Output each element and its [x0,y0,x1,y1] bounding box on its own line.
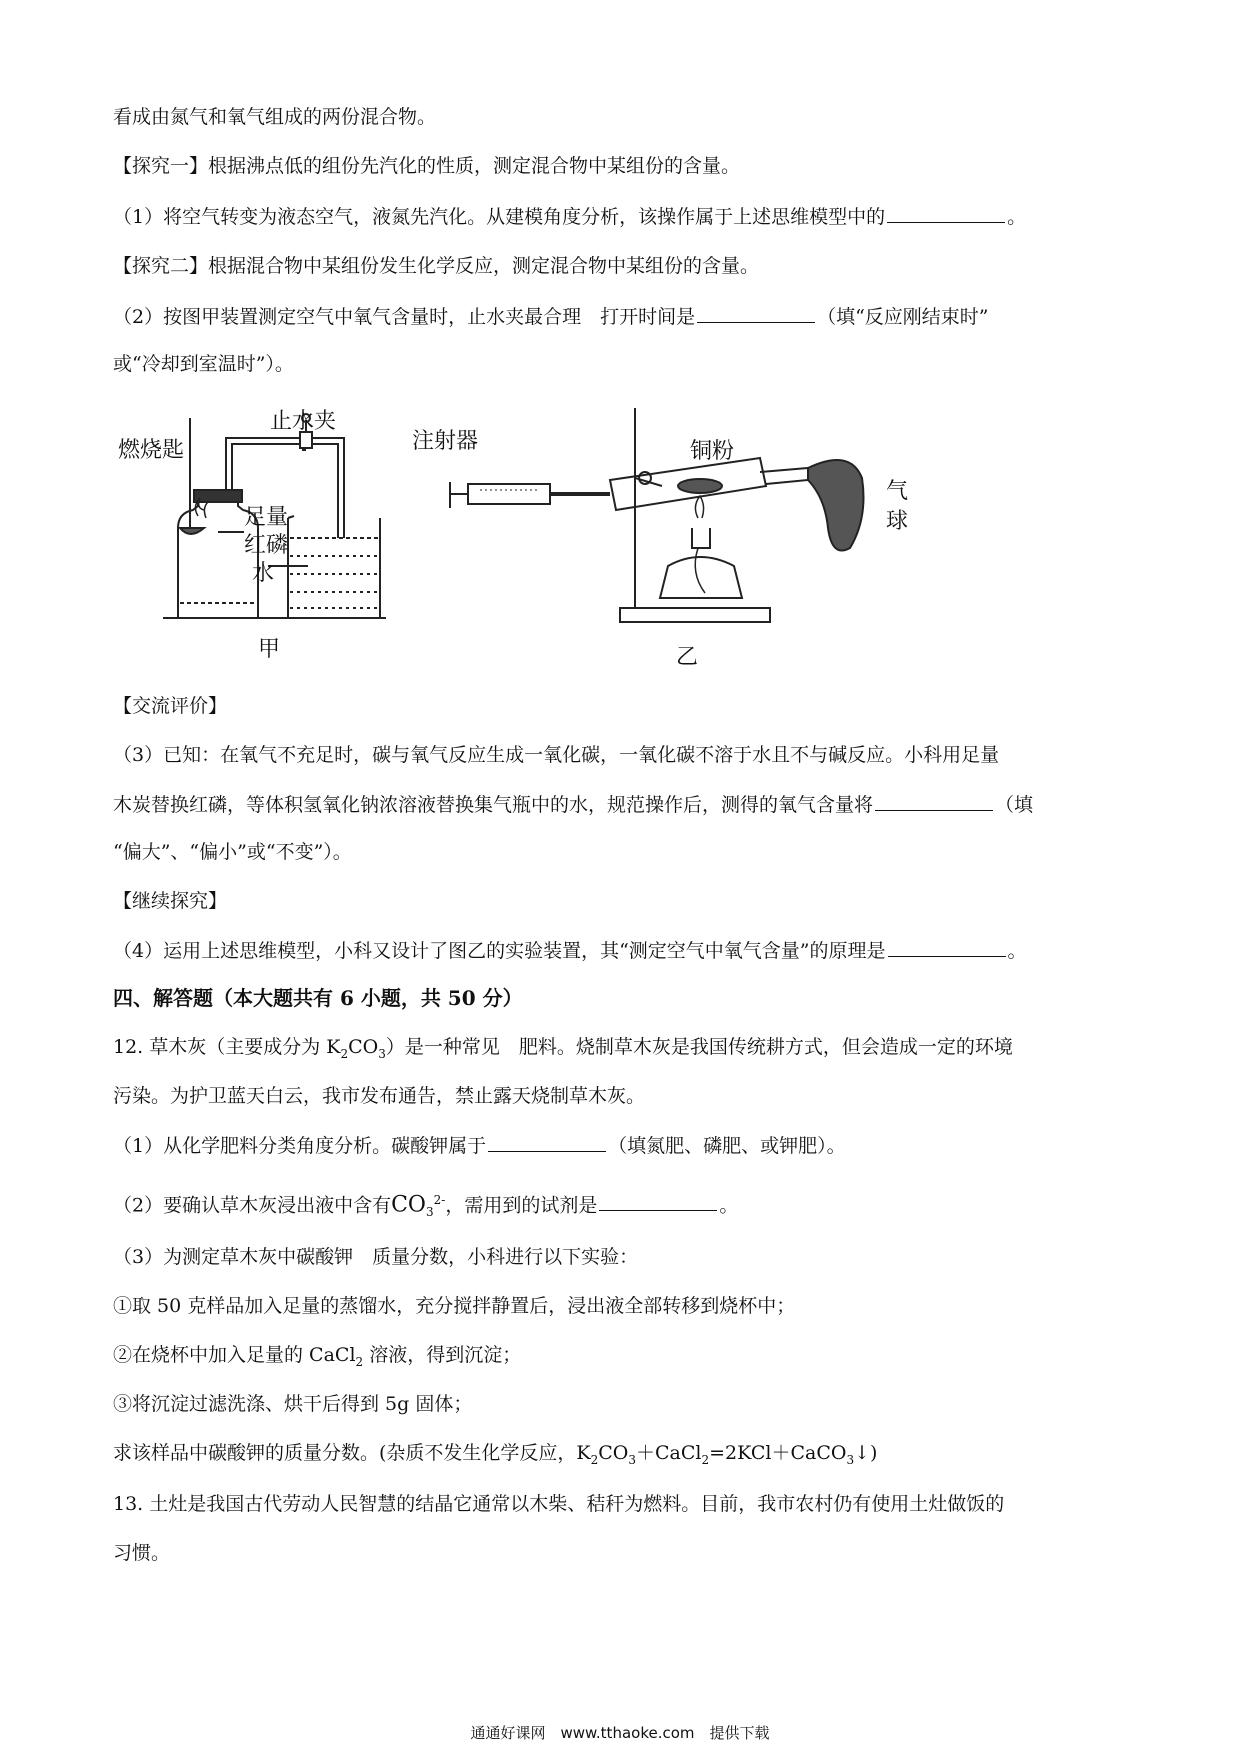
answer-blank[interactable] [697,302,815,323]
question-line [113,202,1026,231]
answer-blank[interactable] [887,202,1005,223]
superscript: 2- [433,1193,446,1207]
figure-caption-jia: 甲 [258,637,281,662]
text-line: 【探究一】根据沸点低的组份先汽化的性质，测定混合物中某组份的含量。 [113,155,741,177]
section-title: 四、解答题（本大题共有 6 小题，共 50 分） [113,986,523,1010]
text: ＋CaCl [636,1442,702,1464]
text-line: 污染。为护卫蓝天白云，我市发布通告，禁止露天烧制草木灰。 [113,1085,646,1107]
text: CO [598,1442,629,1464]
text: （1）从化学肥料分类角度分析。碳酸钾属于 [113,1135,487,1157]
text-line: 看成由氮气和氧气组成的两份混合物。 [113,106,437,128]
answer-blank[interactable] [875,790,993,811]
text: ②在烧杯中加入足量的 CaCl [113,1344,356,1366]
answer-blank[interactable] [599,1190,717,1211]
section-heading: 【交流评价】 [113,695,228,717]
text: 12. 草木灰（主要成分为 K [113,1036,341,1058]
subscript: 3 [846,1452,855,1467]
answer-blank[interactable] [488,1131,606,1152]
balloon-label-1: 气 [886,479,909,504]
phosphorus-label-1: 足量 [244,505,289,530]
section-heading: 【继续探究】 [113,890,228,912]
question-line [113,302,989,331]
text-line: 【探究二】根据混合物中某组份发生化学反应，测定混合物中某组份的含量。 [113,255,760,277]
formula: CO [391,1192,426,1218]
text-line: 习惯。 [113,1542,171,1564]
text-line: “偏大”、“偏小”或“不变”）。 [113,841,352,863]
text: （填氮肥、磷肥、或钾肥）。 [608,1135,846,1157]
text: CO [348,1036,379,1058]
text: （1）将空气转变为液态空气，液氮先汽化。从建模角度分析，该操作属于上述思维模型中的 [113,206,886,228]
subscript: 3 [425,1205,434,1220]
text-line: 或“冷却到室温时”）。 [113,353,294,375]
subscript: 2 [355,1354,364,1369]
question-line [113,1341,521,1376]
apparatus-yi-figure [430,398,930,663]
subscript: 3 [378,1046,386,1061]
figure-caption-yi: 乙 [676,645,699,670]
spoon-label: 燃烧匙 [118,438,185,463]
text: 木炭替换红磷，等体积氢氧化钠浓溶液替换集气瓶中的水，规范操作后，测得的氧气含量将 [113,794,874,816]
text: 溶液，得到沉淀； [363,1344,522,1366]
question-line [113,1186,738,1226]
text: 求该样品中碳酸钾的质量分数。(杂质不发生化学反应，K [113,1442,591,1464]
text: （4）运用上述思维模型，小科又设计了图乙的实验装置，其“测定空气中氧气含量”的原理是 [113,940,886,962]
text: （2）要确认草木灰浸出液中含有 [113,1194,392,1217]
text: 。 [719,1194,739,1217]
page-footer: 通通好课网 www.tthaoke.com 提供下载 [470,1724,770,1742]
text-line: 13. 土灶是我国古代劳动人民智慧的结晶它通常以木柴、秸秆为燃料。目前，我市农村仍有使用土灶做饭的 [113,1493,1005,1515]
subscript: 2 [701,1452,710,1467]
text-line: ①取 50 克样品加入足量的蒸馏水，充分搅拌静置后，浸出液全部转移到烧杯中； [113,1295,796,1317]
subscript: 2 [590,1452,599,1467]
answer-blank[interactable] [888,936,1006,957]
subscript: 3 [628,1452,637,1467]
balloon-label-2: 球 [886,509,909,534]
question-line [113,1033,1013,1068]
text: ，需用到的试剂是 [445,1194,598,1217]
text-line: （3）已知：在氧气不充足时，碳与氧气反应生成一氧化碳，一氧化碳不溶于水且不与碱反应。小科用足量 [113,744,1000,766]
text: =2KCl＋CaCO [709,1442,847,1464]
text: ）是一种常见 肥料。烧制草木灰是我国传统耕方式，但会造成一定的环境 [385,1036,1013,1058]
question-line [113,790,1033,819]
subscript: 2 [340,1046,349,1061]
question-line [113,1131,846,1160]
copper-label: 铜粉 [690,439,735,464]
question-line [113,936,1027,965]
clamp-label: 止水夹 [270,409,337,434]
text: 。 [1007,206,1027,228]
text-line: （3）为测定草木灰中碳酸钾 质量分数，小科进行以下实验： [113,1246,639,1268]
text-line: ③将沉淀过滤洗涤、烘干后得到 5g 固体； [113,1393,473,1415]
text: （填“反应刚结束时” [817,306,989,328]
syringe-label: 注射器 [412,429,479,454]
text: ↓) [854,1442,878,1464]
text: 。 [1007,940,1027,962]
text: （填 [995,794,1034,816]
water-label: 水 [252,561,275,586]
text: （2）按图甲装置测定空气中氧气含量时，止水夹最合理 打开时间是 [113,306,696,328]
phosphorus-label-2: 红磷 [244,533,289,558]
question-line [113,1439,877,1474]
